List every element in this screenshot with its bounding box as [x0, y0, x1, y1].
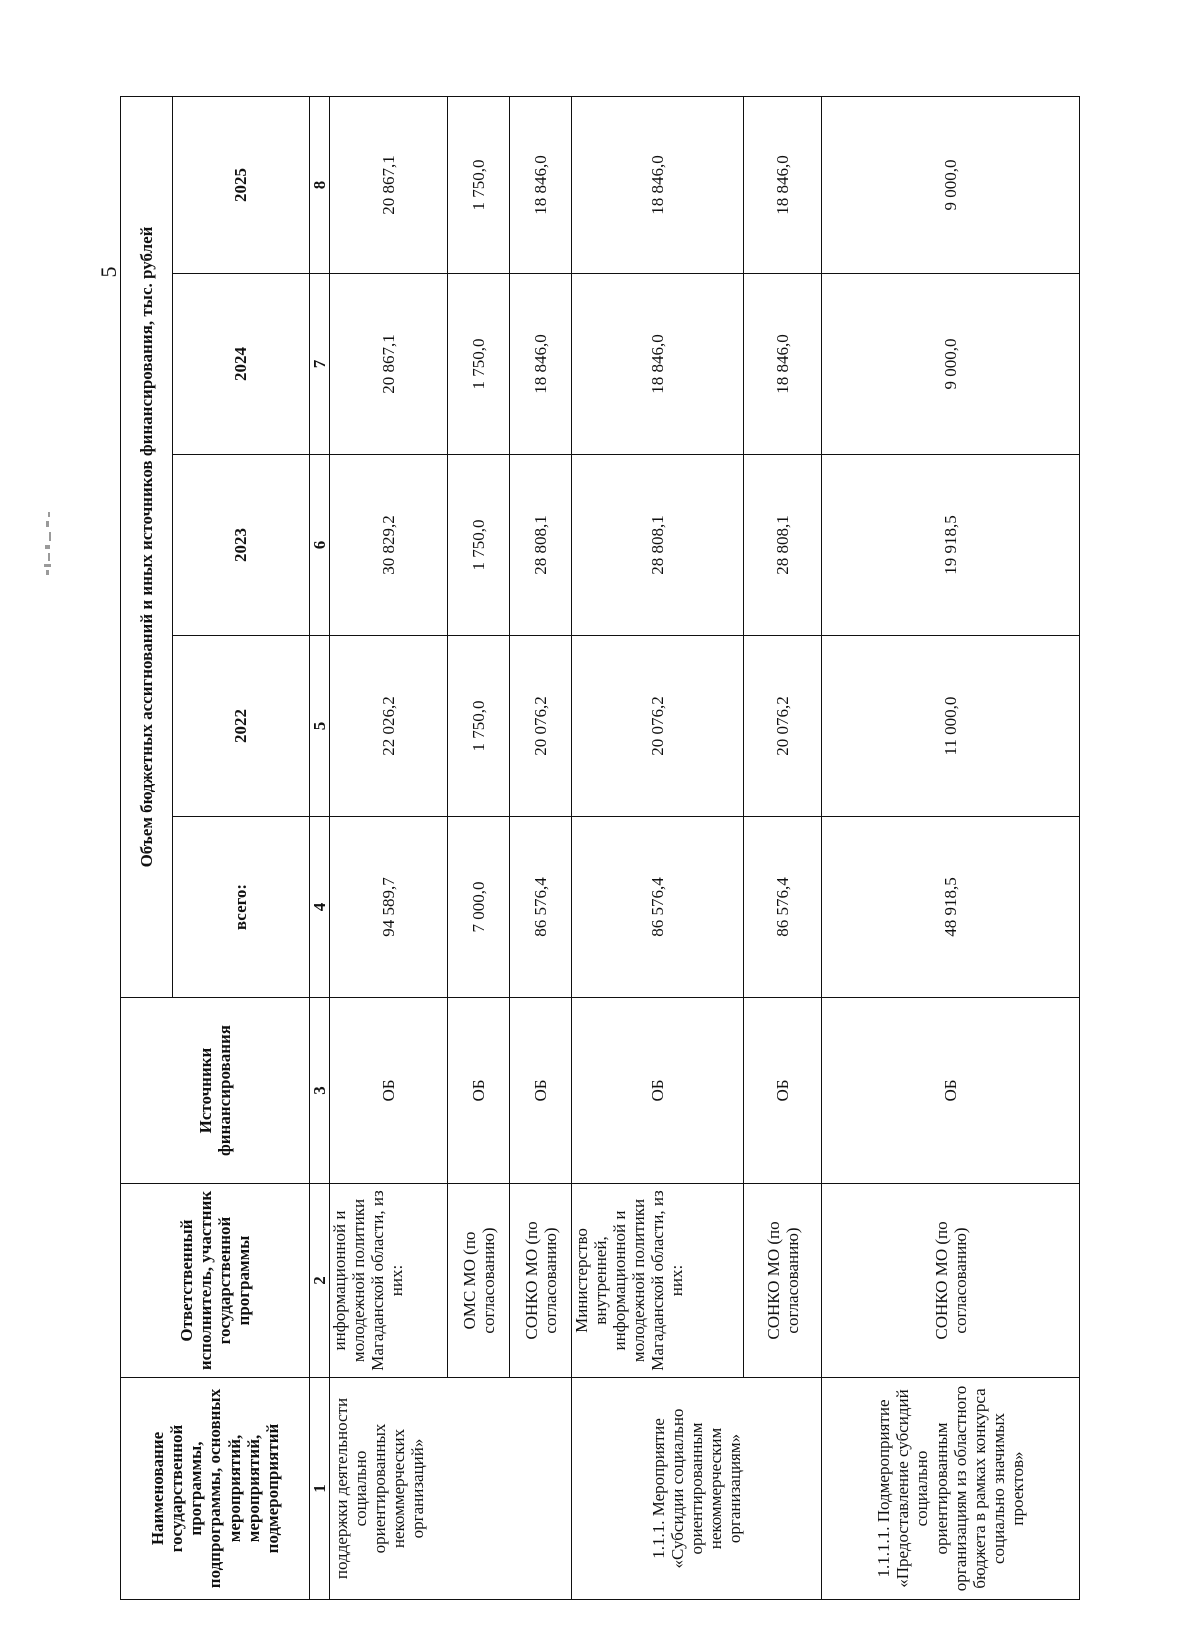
- header-name: Наименование государственной программы, подпрограммы, основных мероприятий, мероприятий, подмероприятий: [121, 1378, 310, 1600]
- row-name: поддержки деятельности социально ориентированных некоммерческих организаций»: [330, 1378, 572, 1600]
- row-source: ОБ: [572, 998, 744, 1184]
- row-responsible: СОНКО МО (по согласованию): [822, 1184, 1080, 1378]
- row-2023: 30 829,2: [330, 455, 448, 636]
- row-2024: 18 846,0: [572, 274, 744, 455]
- row-responsible: СОНКО МО (по согласованию): [510, 1184, 572, 1378]
- row-2025: 20 867,1: [330, 96, 448, 273]
- row-2022: 11 000,0: [822, 636, 1080, 817]
- row-responsible: ОМС МО (по согласованию): [448, 1184, 510, 1378]
- column-index-row: [310, 96, 330, 1599]
- row-2025: 9 000,0: [822, 96, 1080, 273]
- row-total: 86 576,4: [510, 817, 572, 998]
- col-index: 4: [310, 817, 330, 998]
- scan-artifact-mark: [40, 507, 58, 577]
- table-row: [572, 96, 744, 1599]
- row-2023: 28 808,1: [744, 455, 822, 636]
- col-index: 8: [310, 96, 330, 273]
- row-total: 86 576,4: [572, 817, 744, 998]
- table-row: [448, 96, 510, 1599]
- row-name: 1.1.1. Мероприятие «Субсидии социально ориентированным некоммерческим организациям»: [572, 1378, 822, 1600]
- row-source: ОБ: [448, 998, 510, 1184]
- header-volume: Объем бюджетных ассигнований и иных источников финансирования, тыс. рублей: [121, 96, 173, 997]
- col-index: 3: [310, 998, 330, 1184]
- row-2024: 20 867,1: [330, 274, 448, 455]
- row-2022: 22 026,2: [330, 636, 448, 817]
- row-2022: 20 076,2: [510, 636, 572, 817]
- row-2024: 1 750,0: [448, 274, 510, 455]
- row-2025: 18 846,0: [744, 96, 822, 273]
- col-index: 7: [310, 274, 330, 455]
- row-2024: 18 846,0: [744, 274, 822, 455]
- row-2024: 18 846,0: [510, 274, 572, 455]
- row-source: ОБ: [510, 998, 572, 1184]
- row-2025: 18 846,0: [510, 96, 572, 273]
- row-responsible: СОНКО МО (по согласованию): [744, 1184, 822, 1378]
- row-responsible: Министерство внутренней, информационной и молодежной политики Магаданской области, из них:: [572, 1184, 744, 1378]
- row-source: ОБ: [330, 998, 448, 1184]
- col-index: 2: [310, 1184, 330, 1378]
- row-total: 86 576,4: [744, 817, 822, 998]
- page-number: 5: [96, 266, 121, 278]
- row-source: ОБ: [744, 998, 822, 1184]
- row-2023: 28 808,1: [510, 455, 572, 636]
- funding-table: [120, 96, 1080, 1600]
- header-total: всего:: [173, 817, 310, 998]
- table-row: [744, 96, 822, 1599]
- row-2023: 28 808,1: [572, 455, 744, 636]
- header-2025: 2025: [173, 96, 310, 273]
- header-responsible: Ответственный исполнитель, участник государственной программы: [121, 1184, 310, 1378]
- table-row: [822, 96, 1080, 1599]
- row-2022: 20 076,2: [744, 636, 822, 817]
- row-2022: 1 750,0: [448, 636, 510, 817]
- row-2022: 20 076,2: [572, 636, 744, 817]
- col-index: 1: [310, 1378, 330, 1600]
- col-index: 5: [310, 636, 330, 817]
- row-2023: 1 750,0: [448, 455, 510, 636]
- table-row: [330, 96, 448, 1599]
- row-total: 48 918,5: [822, 817, 1080, 998]
- row-total: 94 589,7: [330, 817, 448, 998]
- header-2022: 2022: [173, 636, 310, 817]
- header-2023: 2023: [173, 455, 310, 636]
- header-2024: 2024: [173, 274, 310, 455]
- row-name: 1.1.1.1. Подмероприятие «Предоставление субсидий социально ориентированным организациям из областного бюджета в рамках конкурса социально значимых проектов»: [822, 1378, 1080, 1600]
- row-2025: 18 846,0: [572, 96, 744, 273]
- header-row-top: [121, 96, 173, 1599]
- row-2023: 19 918,5: [822, 455, 1080, 636]
- row-2024: 9 000,0: [822, 274, 1080, 455]
- row-total: 7 000,0: [448, 817, 510, 998]
- row-2025: 1 750,0: [448, 96, 510, 273]
- row-responsible: информационной и молодежной политики Магаданской области, из них:: [330, 1184, 448, 1378]
- header-sources: Источники финансирования: [121, 998, 310, 1184]
- col-index: 6: [310, 455, 330, 636]
- table-row: [510, 96, 572, 1599]
- row-source: ОБ: [822, 998, 1080, 1184]
